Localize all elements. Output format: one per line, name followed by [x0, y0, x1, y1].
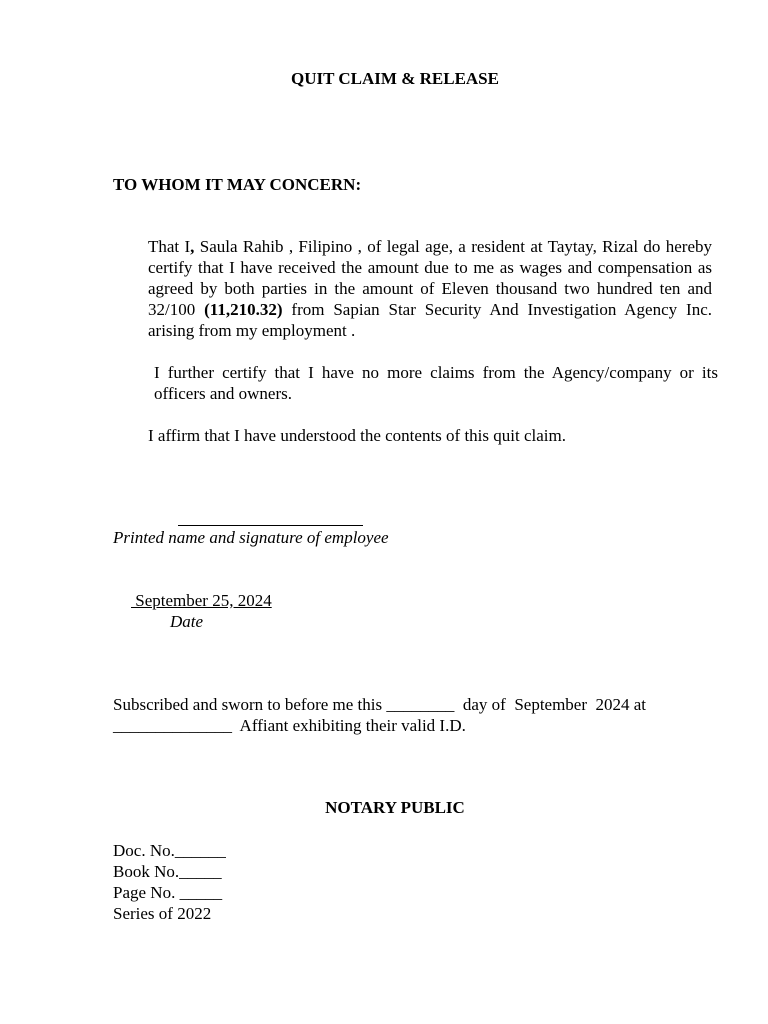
paragraph-body: Saula Rahib , Filipino , of legal age, a resident at Taytay, Rizal do hereby certify that I have received the amount due to me as wages and compensation as agreed by both parties in the amount of Eleven thousand two hundred ten and 32/100 — [148, 237, 712, 319]
date-value: September 25, 2024 — [131, 591, 272, 610]
sworn-statement — [113, 694, 646, 736]
document-title: QUIT CLAIM & RELEASE — [291, 69, 499, 88]
amount-figure: (11,210.32) — [204, 300, 283, 319]
doc-number: Doc. No.______ — [113, 841, 226, 860]
paragraph-lead: That I — [148, 237, 191, 256]
book-number: Book No._____ — [113, 862, 222, 881]
paragraph-tail: from Sapian Star Security And Investigation Agency Inc. arising from my employment . — [148, 300, 712, 340]
sworn-line-1: Subscribed and sworn to before me this ________ day of September 2024 at — [113, 695, 647, 714]
page-number: Page No. _____ — [113, 883, 223, 902]
date-caption: Date — [170, 612, 204, 631]
sworn-line-2: ______________ Affiant exhibiting their valid I.D. — [113, 716, 466, 735]
paragraph-certification — [113, 236, 712, 341]
notary-heading: NOTARY PUBLIC — [325, 798, 465, 817]
salutation: TO WHOM IT MAY CONCERN: — [113, 175, 362, 194]
paragraph-affirmation: I affirm that I have understood the contents of this quit claim. — [148, 426, 566, 445]
signature-line — [178, 507, 363, 526]
paragraph-no-claims: I further certify that I have no more claims from the Agency/company or its officers and owners. — [154, 363, 718, 403]
signature-caption: Printed name and signature of employee — [113, 528, 389, 547]
series-year: Series of 2022 — [113, 904, 212, 923]
paragraph-lead-comma: , — [190, 237, 195, 256]
